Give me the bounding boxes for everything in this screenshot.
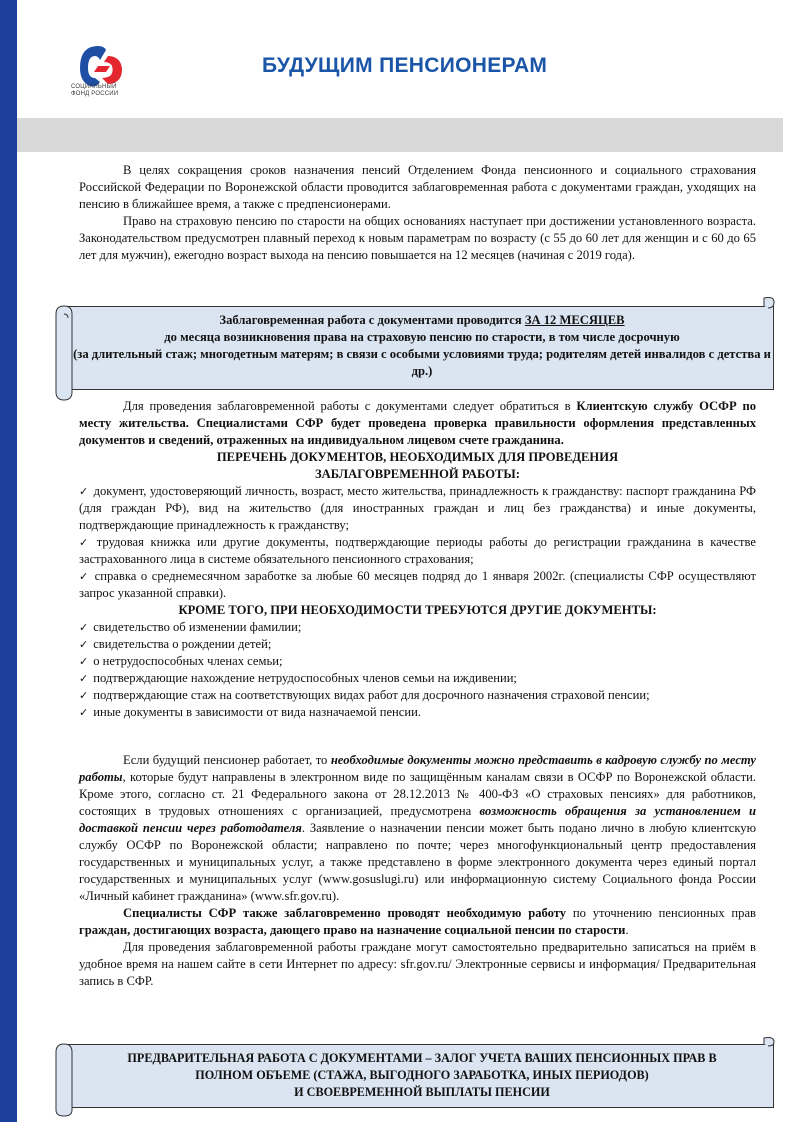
extra-documents-item: ✓ подтверждающие стаж на соответствующих видах работ для досрочного назначения страховой пенсии; — [79, 687, 756, 704]
extra-documents-item: ✓ о нетрудоспособных членах семьи; — [79, 653, 756, 670]
banner1-line1-a: Заблаговременная работа с документами проводится — [219, 313, 525, 327]
working-pensioner-paragraph — [79, 752, 756, 905]
scroll-banner-1-text — [72, 312, 772, 380]
banner2-line1: ПРЕДВАРИТЕЛЬНАЯ РАБОТА С ДОКУМЕНТАМИ – ЗАЛОГ УЧЕТА ВАШИХ ПЕНСИОННЫХ ПРАВ В — [127, 1051, 717, 1065]
scroll-banner-1 — [52, 296, 782, 396]
left-color-band — [0, 0, 17, 1122]
sp-part-d: . — [625, 923, 629, 937]
appointment-paragraph: Для проведения заблаговременной работы граждане могут самостоятельно предварительно записаться на приём в удобное время на нашем сайте в сети Интернет по адресу: sfr.gov.ru/ Электронные сервисы и информация/ Предварительная запись в СФР. — [79, 940, 756, 988]
intro-paragraph-2: Право на страховую пенсию по старости на общих основаниях наступает при достижении установленного возраста. Законодательством предусмотрен плавный переход к новым параметрам по возрасту (с 55 до 60 лет для женщин и с 60 до 65 лет для мужчин), ежегодно возраст выхода на пенсию повышается на 12 месяцев (начиная с 2019 года). — [79, 214, 756, 262]
documents-list-item: ✓ справка о среднемесячном заработке за любые 60 месяцев подряд до 1 января 2002г. (специалисты СФР осуществляют запрос указанной справки). — [79, 568, 756, 602]
banner1-line3: (за длительный стаж; многодетным матерям; в связи с особыми условиями труда; родителям детей инвалидов с детства и др.) — [73, 347, 771, 378]
extra-documents-heading: КРОМЕ ТОГО, ПРИ НЕОБХОДИМОСТИ ТРЕБУЮТСЯ ДРУГИЕ ДОКУМЕНТЫ: — [178, 603, 657, 617]
page-title: БУДУЩИМ ПЕНСИОНЕРАМ — [262, 54, 548, 77]
extra-documents-item: ✓ иные документы в зависимости от вида назначаемой пенсии. — [79, 704, 756, 721]
social-pension-paragraph — [79, 905, 756, 939]
scroll-banner-2-text — [72, 1050, 772, 1101]
wp-part-d: возможность обращения за установлением и доставкой пенсии через работодателя — [79, 804, 756, 835]
sp-part-c: граждан, достигающих возраста, дающего право на назначение социальной пенсии по старости — [79, 923, 626, 937]
wp-part-b: необходимые документы можно представить в кадровую службу по месту работы — [79, 753, 756, 784]
sp-part-a: Специалисты СФР также заблаговременно проводят необходимую работу — [123, 906, 567, 920]
banner1-line2: до месяца возникновения права на страховую пенсию по старости, в том числе досрочную — [164, 330, 680, 344]
documents-list-item: ✓ трудовая книжка или другие документы, подтверждающие периоды работы до регистрации гражданина в качестве застрахованного лица в системе обязательного пенсионного страхования; — [79, 534, 756, 568]
documents-intro-a: Для проведения заблаговременной работы с документами следует обратиться в — [123, 399, 577, 413]
documents-intro-b: Клиентскую службу ОСФР по месту жительства. Специалистами СФР будет проведена проверка правильности оформления представленных документов и сведений, отраженных на индивидуальном лицевом счете гражданина. — [79, 399, 756, 447]
wp-part-c: , которые будут направлены в электронном виде по защищённым каналам связи в ОСФР по Воронежской области. Кроме этого, согласно ст. 21 Федерального закона от 28.12.2013 № 400-ФЗ «О страховых пенсиях» для работников, состоящих в трудовых отношениях с организацией, предусмотрена — [79, 770, 756, 818]
header-divider-band — [17, 118, 783, 152]
wp-part-e: . Заявление о назначении пенсии может быть подано лично в любую клиентскую службу ОСФР по Воронежской области; направлено по почте; через многофункциональный центр предоставления государственных и муниципальных услуг, а также представлено в форме электронного документа через единый портал государственных и муниципальных услуг (www.gosuslugi.ru) или информационную систему Социального фонда России «Личный кабинет гражданина» (www.sfr.gov.ru). — [79, 821, 756, 903]
extra-documents-item: ✓ свидетельство об изменении фамилии; — [79, 619, 756, 636]
intro-paragraph-1: В целях сокращения сроков назначения пенсий Отделением Фонда пенсионного и социального страхования Российской Федерации по Воронежской области проводится заблаговременная работа с документами граждан, уходящих на пенсию в ближайшее время, а также с предпенсионерами. — [79, 163, 756, 211]
banner2-line2: ПОЛНОМ ОБЪЕМЕ (СТАЖА, ВЫГОДНОГО ЗАРАБОТКА, ИНЫХ ПЕРИОДОВ) — [195, 1068, 649, 1082]
logo-caption: СОЦИАЛЬНЫЙ ФОНД РОССИИ — [71, 84, 119, 97]
documents-section — [79, 398, 756, 721]
documents-intro-paragraph — [79, 398, 756, 449]
working-pensioner-section — [79, 752, 756, 990]
banner2-line3: И СВОЕВРЕМЕННОЙ ВЫПЛАТЫ ПЕНСИИ — [294, 1085, 550, 1099]
scroll-banner-2 — [52, 1036, 782, 1114]
documents-list-item: ✓ документ, удостоверяющий личность, возраст, место жительства, принадлежность к гражданству: паспорт гражданина РФ (для граждан РФ), вид на жительство (для иностранных граждан и лиц без гражданства) и иные документы, подтверждающие принадлежность к гражданству; — [79, 483, 756, 534]
extra-documents-item: ✓ свидетельства о рождении детей; — [79, 636, 756, 653]
intro-section — [79, 162, 756, 264]
documents-list-heading: ПЕРЕЧЕНЬ ДОКУМЕНТОВ, НЕОБХОДИМЫХ ДЛЯ ПРОВЕДЕНИЯ ЗАБЛАГОВРЕМЕННОЙ РАБОТЫ: — [216, 450, 619, 481]
sp-part-b: по уточнению пенсионных прав — [566, 906, 756, 920]
wp-part-a: Если будущий пенсионер работает, то — [123, 753, 331, 767]
banner1-line1-b: ЗА 12 МЕСЯЦЕВ — [524, 313, 625, 327]
extra-documents-item: ✓ подтверждающие нахождение нетрудоспособных членов семьи на иждивении; — [79, 670, 756, 687]
